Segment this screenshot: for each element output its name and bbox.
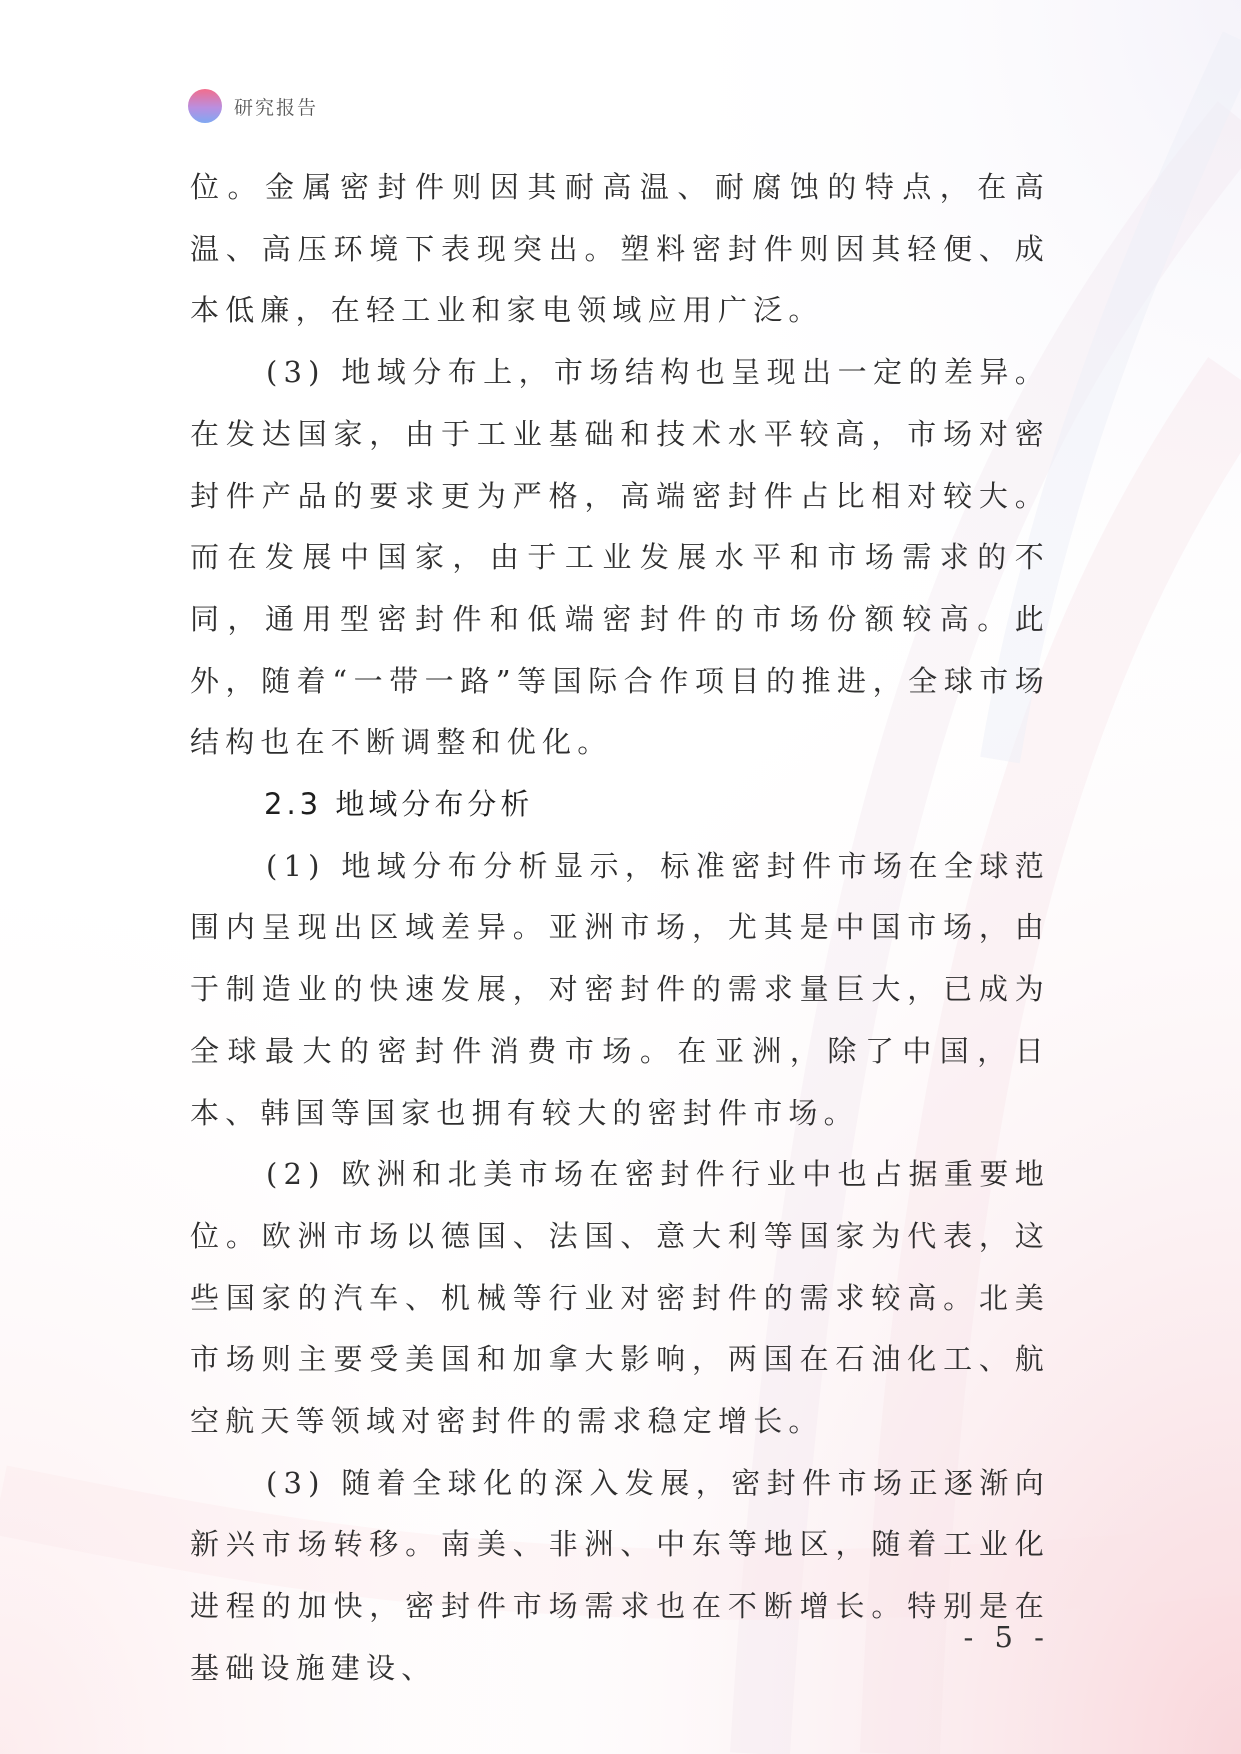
paragraph-regional-1: (1) 地域分布分析显示，标准密封件市场在全球范围内呈现出区域差异。亚洲市场，尤其是中国市场，由于制造业的快速发展，对密封件的需求量巨大，已成为全球最大的密封件消费市场。在亚洲，除了中国，日本、韩国等国家也拥有较大的密封件市场。 [190, 848, 1050, 1130]
paragraph-continued: 位。金属密封件则因其耐高温、耐腐蚀的特点，在高温、高压环境下表现突出。塑料密封件则因其轻便、成本低廉，在轻工业和家电领域应用广泛。 [190, 170, 1050, 328]
report-header [188, 88, 318, 124]
paragraph-regional-2: (2) 欧洲和北美市场在密封件行业中也占据重要地位。欧洲市场以德国、法国、意大利等国家为代表，这些国家的汽车、机械等行业对密封件的需求较高。北美市场则主要受美国和加拿大影响，两国在石油化工、航空航天等领域对密封件的需求稳定增长。 [190, 1157, 1050, 1439]
document-body [190, 157, 1050, 1700]
paragraph-regional-3: (3) 随着全球化的深入发展，密封件市场正逐渐向新兴市场转移。南美、非洲、中东等地区，随着工业化进程的加快，密封件市场需求也在不断增长。特别是在基础设施建设、 [190, 1465, 1050, 1685]
section-heading: 2.3 地域分布分析 [264, 787, 534, 822]
page-number: - 5 - [963, 1620, 1050, 1654]
logo-circle-icon [188, 89, 222, 123]
paragraph-market-structure-3: (3) 地域分布上，市场结构也呈现出一定的差异。在发达国家，由于工业基础和技术水平较高，市场对密封件产品的要求更为严格，高端密封件占比相对较大。而在发展中国家，由于工业发展水平和市场需求的不同，通用型密封件和低端密封件的市场份额较高。此外，随着“一带一路”等国际合作项目的推进，全球市场结构也在不断调整和优化。 [190, 355, 1050, 760]
header-title: 研究报告 [234, 96, 319, 119]
